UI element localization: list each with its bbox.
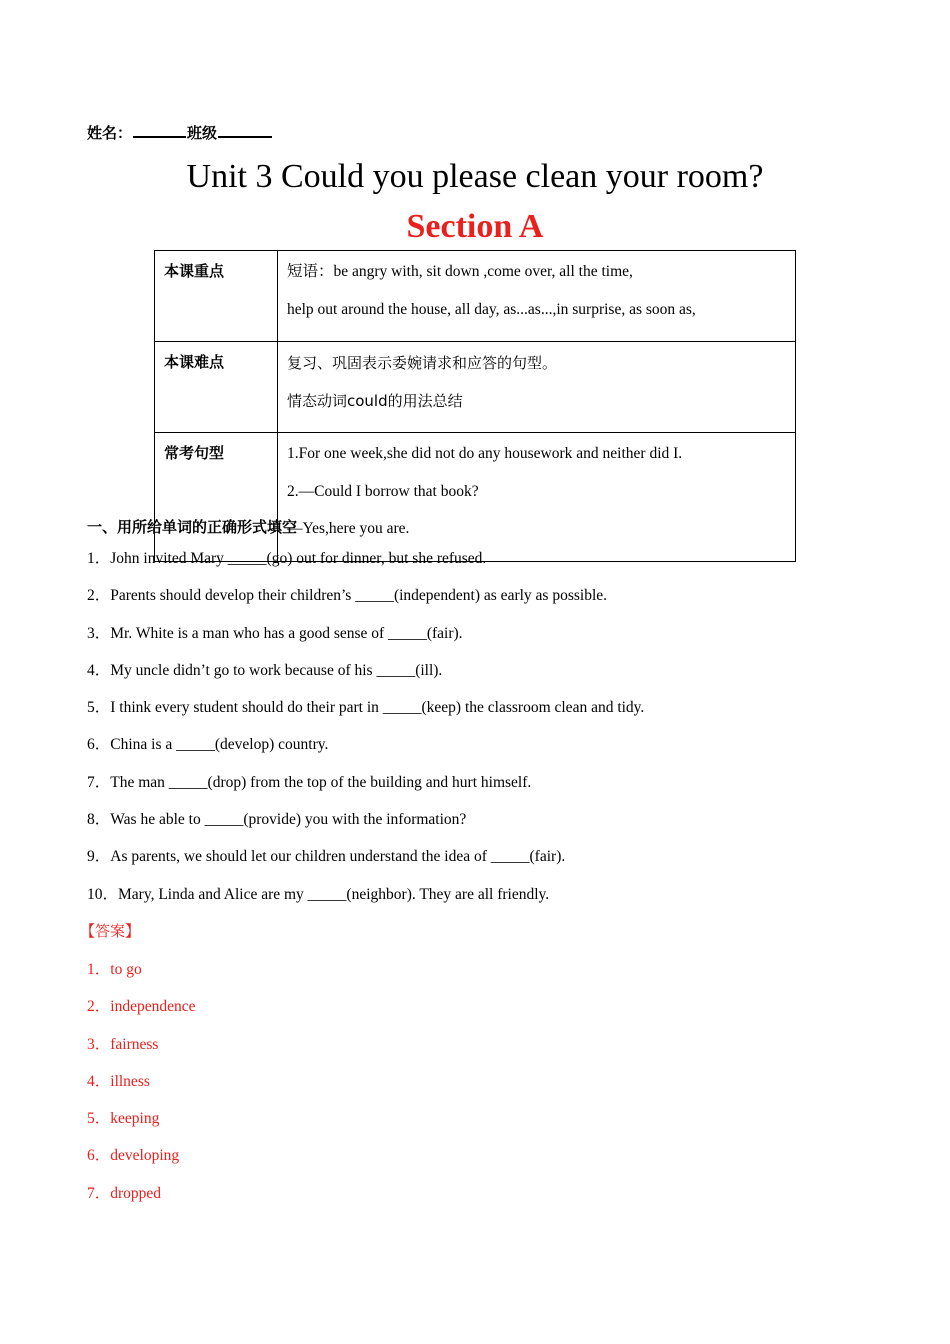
class-blank — [218, 122, 272, 138]
question-text: Was he able to _____(provide) you with the information? — [110, 811, 467, 829]
question-number: 3． — [87, 624, 111, 642]
answer-text: independence — [110, 998, 196, 1016]
list-item — [87, 698, 644, 735]
question-number: 5． — [87, 699, 111, 717]
question-number: 8． — [87, 811, 111, 829]
question-number: 1． — [87, 550, 111, 567]
question-text: The man _____(drop) from the top of the building and hurt himself. — [110, 773, 532, 791]
content-line: —Yes,here you are. — [287, 520, 410, 537]
content-line: 复习、巩固表示委婉请求和应答的句型。 — [287, 354, 558, 372]
student-info-line — [87, 122, 273, 143]
question-text: I think every student should do their part in _____(keep) the classroom clean and tidy. — [110, 699, 645, 717]
row-content — [278, 433, 796, 562]
content-line: help out around the house, all day, as...as...,in surprise, as soon as, — [287, 300, 696, 318]
list-item — [87, 847, 644, 884]
list-item — [87, 885, 644, 922]
list-item — [87, 624, 644, 661]
content-line: 2.—Could I borrow that book? — [287, 482, 479, 500]
table-row-common-sentences — [155, 433, 796, 562]
page-title: Unit 3 Could you please clean your room? — [186, 158, 764, 195]
question-number: 9． — [87, 848, 111, 866]
answer-number: 2． — [87, 998, 111, 1016]
answer-text: keeping — [110, 1110, 160, 1128]
lesson-summary-table — [154, 250, 796, 562]
list-item — [87, 1035, 195, 1072]
name-blank — [133, 122, 186, 138]
answer-list — [87, 960, 195, 1221]
list-item — [87, 960, 195, 997]
question-text: Mr. White is a man who has a good sense of _____(fair). — [110, 624, 463, 642]
answer-text: to go — [110, 961, 142, 978]
table-row-difficult-points — [155, 342, 796, 433]
list-item — [87, 1109, 195, 1146]
question-number: 6． — [87, 736, 111, 754]
question-number: 10． — [87, 885, 119, 903]
answer-text: fairness — [110, 1035, 159, 1053]
question-text: Mary, Linda and Alice are my _____(neighbor). They are all friendly. — [118, 885, 550, 903]
question-number: 2． — [87, 587, 111, 605]
question-text: Parents should develop their children’s _____(independent) as early as possible. — [110, 587, 608, 605]
section-title: Section A — [406, 208, 544, 245]
question-text: China is a _____(develop) country. — [110, 736, 329, 754]
question-number: 7． — [87, 773, 111, 791]
content-line: 情态动词could的用法总结 — [287, 391, 463, 410]
row-label: 本课难点 — [155, 342, 278, 433]
question-text: My uncle didn’t go to work because of his _____(ill). — [110, 661, 443, 679]
list-item — [87, 1184, 195, 1221]
name-label: 姓名： — [87, 124, 133, 142]
list-item — [87, 549, 644, 586]
question-text: John invited Mary _____(go) out for dinner, but she refused. — [110, 550, 487, 567]
exercise-heading: 一、用所给单词的正确形式填空 — [87, 518, 298, 536]
answer-text: illness — [110, 1072, 150, 1090]
row-label: 本课重点 — [155, 251, 278, 342]
question-text: As parents, we should let our children understand the idea of _____(fair). — [110, 848, 566, 866]
question-number: 4． — [87, 661, 111, 679]
answer-number: 3． — [87, 1035, 111, 1053]
answer-number: 6． — [87, 1147, 111, 1165]
list-item — [87, 773, 644, 810]
row-content — [278, 251, 796, 342]
content-line: 短语：be angry with, sit down ,come over, all the time, — [287, 263, 633, 280]
row-label: 常考句型 — [155, 433, 278, 562]
answer-heading: 【答案】 — [80, 922, 141, 940]
list-item — [87, 735, 644, 772]
question-list — [87, 549, 644, 922]
list-item — [87, 586, 644, 623]
answer-text: dropped — [110, 1184, 162, 1202]
answer-number: 1． — [87, 961, 111, 978]
list-item — [87, 997, 195, 1034]
content-line: 1.For one week,she did not do any housework and neither did I. — [287, 445, 683, 462]
row-content — [278, 342, 796, 433]
answer-number: 4． — [87, 1072, 111, 1090]
list-item — [87, 1072, 195, 1109]
table-row-key-points — [155, 251, 796, 342]
list-item — [87, 1146, 195, 1183]
list-item — [87, 661, 644, 698]
answer-text: developing — [110, 1147, 180, 1165]
answer-number: 5． — [87, 1110, 111, 1128]
list-item — [87, 810, 644, 847]
class-label: 班级 — [187, 124, 218, 142]
answer-number: 7． — [87, 1184, 111, 1202]
